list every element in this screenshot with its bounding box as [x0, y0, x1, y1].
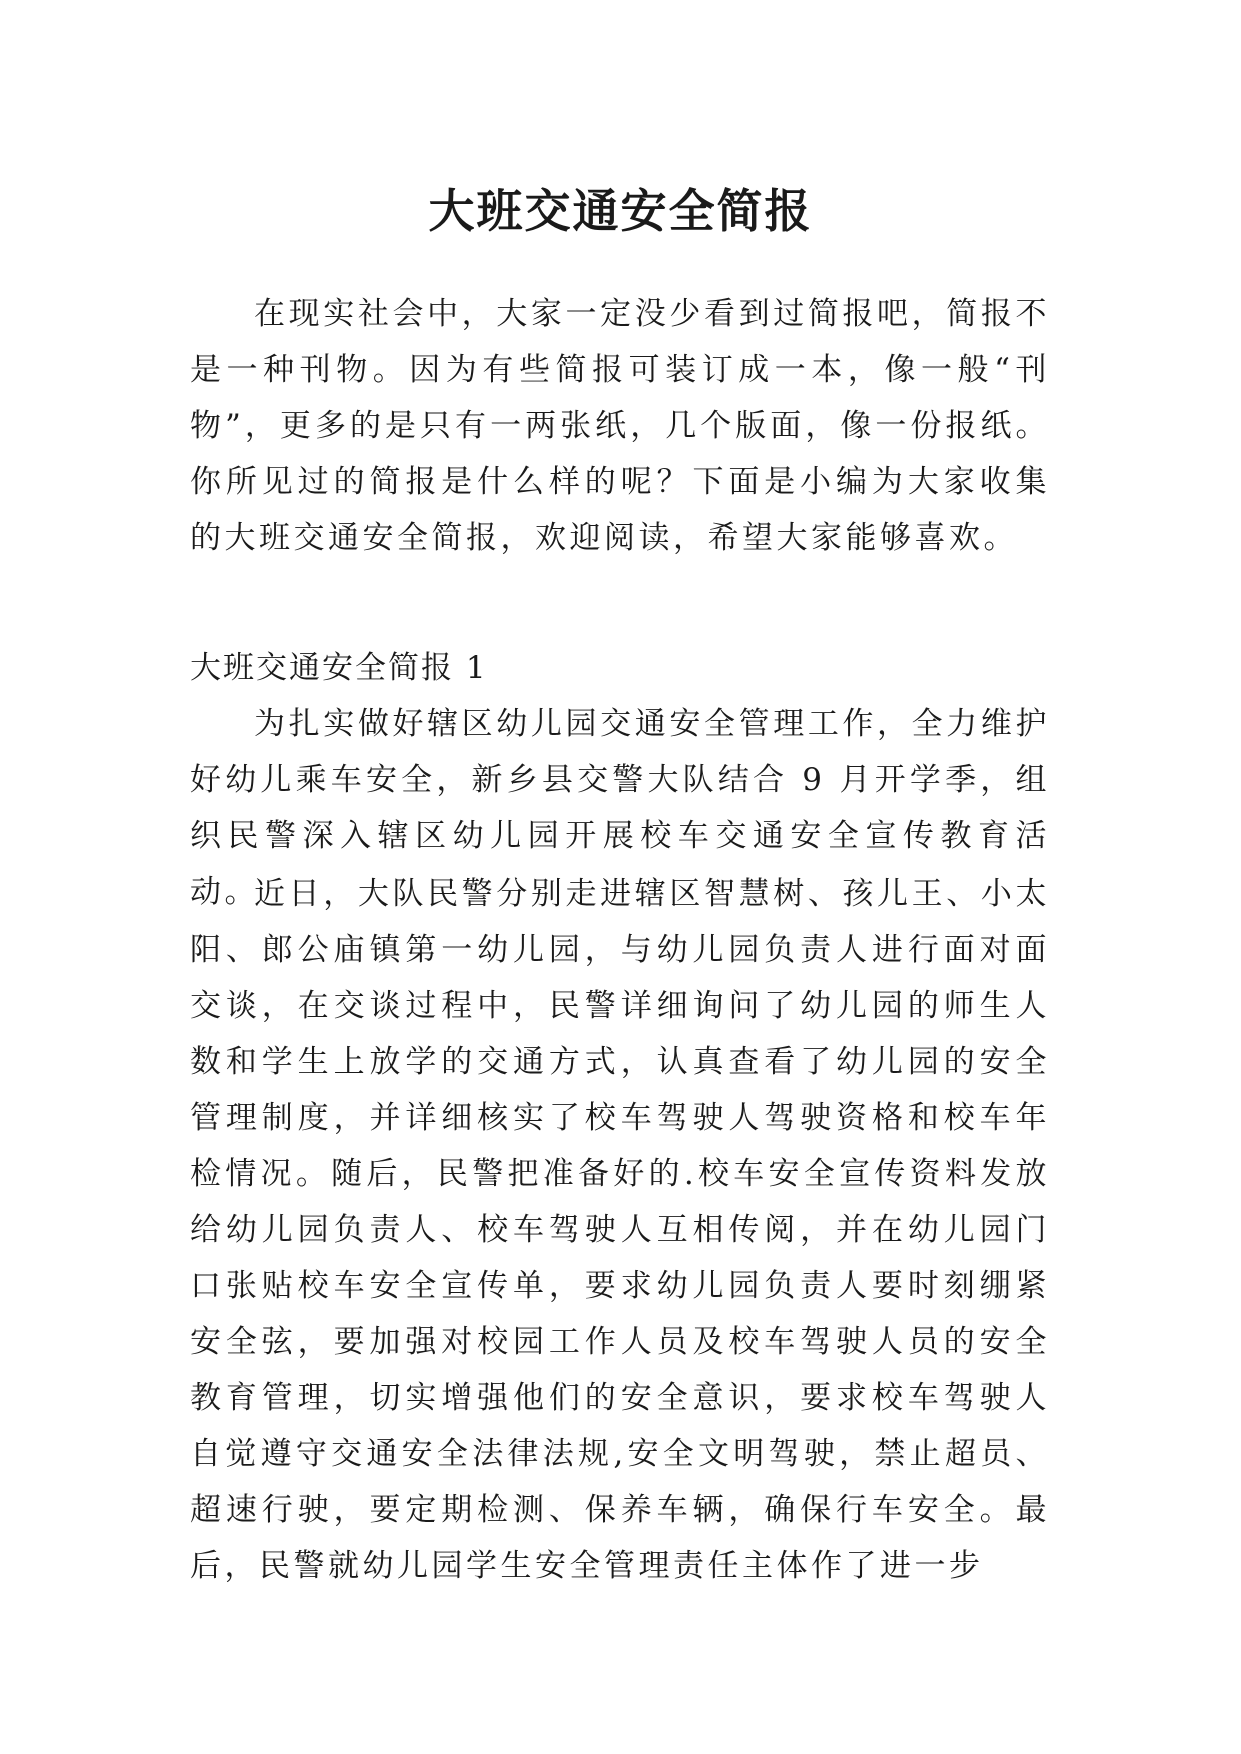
document-title: 大班交通安全简报	[428, 183, 813, 238]
body-paragraph: 为扎实做好辖区幼儿园交通安全管理工作，全力维护好幼儿乘车安全，新乡县交警大队结合 9 月开学季，组织民警深入辖区幼儿园开展校车交通安全宣传教育活动。	[190, 706, 1050, 910]
section-heading: 大班交通安全简报 1	[190, 650, 488, 686]
intro-paragraph: 在现实社会中，大家一定没少看到过简报吧，简报不是一种刊物。因为有些简报可装订成一本，像一般“刊物”，更多的是只有一两张纸，几个版面，像一份报纸。你所见过的简报是什么样的呢？下面是小编为大家收集的大班交通安全简报，欢迎阅读，希望大家能够喜欢。	[190, 296, 1050, 556]
body-paragraph: 近日，大队民警分别走进辖区智慧树、孩儿王、小太阳、郎公庙镇第一幼儿园，与幼儿园负责人进行面对面交谈，在交谈过程中，民警详细询问了幼儿园的师生人数和学生上放学的交通方式，认真查看了幼儿园的安全管理制度，并详细核实了校车驾驶人驾驶资格和校车年检情况。随后，民警把准备好的.校车安全宣传资料发放给幼儿园负责人、校车驾驶人互相传阅，并在幼儿园门口张贴校车安全宣传单，要求幼儿园负责人要时刻绷紧安全弦，要加强对校园工作人员及校车驾驶人员的安全教育管理，切实增强他们的安全意识，要求校车驾驶人自觉遵守交通安全法律法规,安全文明驾驶，禁止超员、超速行驶，要定期检测、保养车辆，确保行车安全。最后，民警就幼儿园学生安全管理责任主体作了进一步	[190, 876, 1050, 1584]
